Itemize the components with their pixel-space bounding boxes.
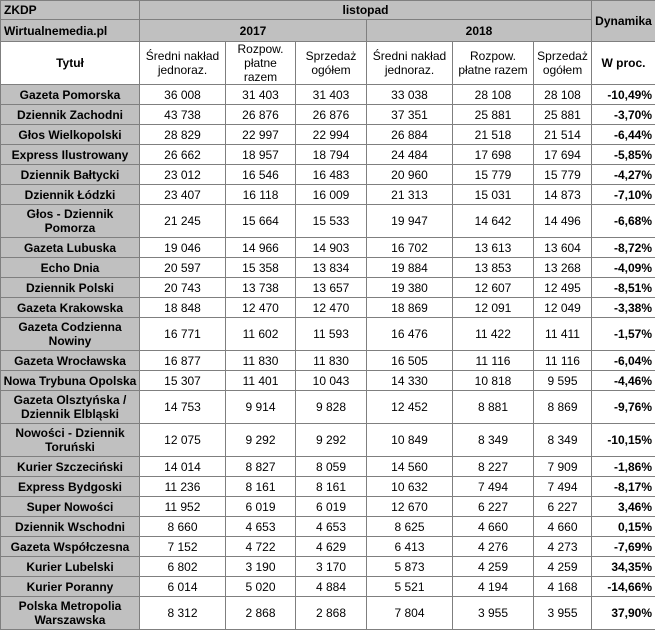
sales-2018-cell: 13 604	[534, 238, 592, 258]
row-title: Express Bydgoski	[1, 477, 140, 497]
sales-2017-cell: 16 009	[296, 185, 367, 205]
sales-2017-cell: 3 170	[296, 557, 367, 577]
year-2017-header: 2017	[140, 20, 367, 42]
sales-2017-cell: 6 019	[296, 497, 367, 517]
sales-2018-cell: 4 273	[534, 537, 592, 557]
paid-2017-header: Rozpow. płatne razem	[226, 42, 296, 85]
table-body	[1, 85, 655, 630]
avg-print-2017-cell: 16 877	[140, 351, 226, 371]
avg-print-2017-cell: 28 829	[140, 125, 226, 145]
pct-change-cell: -1,86%	[592, 457, 655, 477]
avg-print-2018-cell: 10 632	[367, 477, 453, 497]
sales-2018-cell: 25 881	[534, 105, 592, 125]
sales-2018-cell: 14 873	[534, 185, 592, 205]
avg-print-2018-cell: 19 947	[367, 205, 453, 238]
avg-print-2018-cell: 14 560	[367, 457, 453, 477]
avg-print-2018-cell: 16 476	[367, 318, 453, 351]
paid-2018-cell: 8 349	[453, 424, 534, 457]
pct-change-cell: -1,57%	[592, 318, 655, 351]
row-title: Kurier Poranny	[1, 577, 140, 597]
avg-print-2017-cell: 11 952	[140, 497, 226, 517]
paid-2017-cell: 16 546	[226, 165, 296, 185]
sales-2017-cell: 11 593	[296, 318, 367, 351]
sales-2018-header: Sprzedaż ogółem	[534, 42, 592, 85]
sales-2018-cell: 9 595	[534, 371, 592, 391]
avg-print-2018-cell: 14 330	[367, 371, 453, 391]
sales-2018-cell: 11 411	[534, 318, 592, 351]
avg-print-2017-cell: 26 662	[140, 145, 226, 165]
paid-2017-cell: 2 868	[226, 597, 296, 630]
row-title: Kurier Lubelski	[1, 557, 140, 577]
sales-2018-cell: 14 496	[534, 205, 592, 238]
paid-2017-cell: 3 190	[226, 557, 296, 577]
table-row	[1, 125, 655, 145]
sales-2017-cell: 8 161	[296, 477, 367, 497]
paid-2017-cell: 4 653	[226, 517, 296, 537]
paid-2017-cell: 15 664	[226, 205, 296, 238]
paid-2018-cell: 4 194	[453, 577, 534, 597]
sales-2017-cell: 13 657	[296, 278, 367, 298]
paid-2017-cell: 11 602	[226, 318, 296, 351]
paid-2017-cell: 11 401	[226, 371, 296, 391]
paid-2018-cell: 4 660	[453, 517, 534, 537]
paid-2018-cell: 15 779	[453, 165, 534, 185]
table-row	[1, 318, 655, 351]
avg-print-2018-cell: 33 038	[367, 85, 453, 105]
avg-print-2017-cell: 7 152	[140, 537, 226, 557]
row-title: Echo Dnia	[1, 258, 140, 278]
table-row	[1, 557, 655, 577]
avg-print-2017-header: Średni nakład jednoraz.	[140, 42, 226, 85]
sales-2018-cell: 8 349	[534, 424, 592, 457]
avg-print-2017-cell: 36 008	[140, 85, 226, 105]
sales-2018-cell: 7 494	[534, 477, 592, 497]
paid-2018-cell: 12 607	[453, 278, 534, 298]
sales-2017-cell: 4 629	[296, 537, 367, 557]
row-title: Gazeta Lubuska	[1, 238, 140, 258]
row-title: Gazeta Współczesna	[1, 537, 140, 557]
avg-print-2018-cell: 26 884	[367, 125, 453, 145]
paid-2018-cell: 11 422	[453, 318, 534, 351]
pct-change-cell: 34,35%	[592, 557, 655, 577]
sales-2018-cell: 4 168	[534, 577, 592, 597]
paid-2018-cell: 6 227	[453, 497, 534, 517]
sales-2017-cell: 14 903	[296, 238, 367, 258]
pct-change-cell: -10,15%	[592, 424, 655, 457]
avg-print-2017-cell: 8 312	[140, 597, 226, 630]
sales-2017-cell: 13 834	[296, 258, 367, 278]
pct-change-cell: -5,85%	[592, 145, 655, 165]
paid-2018-cell: 13 613	[453, 238, 534, 258]
row-title: Super Nowości	[1, 497, 140, 517]
sales-2017-cell: 12 470	[296, 298, 367, 318]
avg-print-2017-cell: 23 407	[140, 185, 226, 205]
paid-2018-header: Rozpow. płatne razem	[453, 42, 534, 85]
table-row	[1, 205, 655, 238]
table-row	[1, 371, 655, 391]
avg-print-2018-cell: 19 380	[367, 278, 453, 298]
dynamics-header: Dynamika	[592, 1, 655, 42]
sales-2017-header: Sprzedaż ogółem	[296, 42, 367, 85]
table-row	[1, 537, 655, 557]
avg-print-2017-cell: 14 014	[140, 457, 226, 477]
paid-2017-cell: 4 722	[226, 537, 296, 557]
paid-2018-cell: 28 108	[453, 85, 534, 105]
pct-change-cell: 3,46%	[592, 497, 655, 517]
table-row	[1, 351, 655, 371]
sales-2017-cell: 10 043	[296, 371, 367, 391]
site-label: Wirtualnemedia.pl	[1, 20, 140, 42]
avg-print-2017-cell: 20 743	[140, 278, 226, 298]
sales-2018-cell: 4 259	[534, 557, 592, 577]
sales-2018-cell: 11 116	[534, 351, 592, 371]
avg-print-2017-cell: 6 802	[140, 557, 226, 577]
row-title: Nowa Trybuna Opolska	[1, 371, 140, 391]
avg-print-2018-cell: 8 625	[367, 517, 453, 537]
paid-2018-cell: 21 518	[453, 125, 534, 145]
table-row	[1, 517, 655, 537]
row-title: Dziennik Wschodni	[1, 517, 140, 537]
row-title: Express Ilustrowany	[1, 145, 140, 165]
avg-print-2018-cell: 5 873	[367, 557, 453, 577]
paid-2017-cell: 6 019	[226, 497, 296, 517]
avg-print-2017-cell: 18 848	[140, 298, 226, 318]
sales-2017-cell: 9 292	[296, 424, 367, 457]
avg-print-2018-cell: 12 670	[367, 497, 453, 517]
row-title: Dziennik Zachodni	[1, 105, 140, 125]
sales-2018-cell: 8 869	[534, 391, 592, 424]
table-row	[1, 258, 655, 278]
row-title: Gazeta Wrocławska	[1, 351, 140, 371]
table-row	[1, 457, 655, 477]
table-row	[1, 105, 655, 125]
paid-2018-cell: 14 642	[453, 205, 534, 238]
sales-2018-cell: 28 108	[534, 85, 592, 105]
paid-2017-cell: 13 738	[226, 278, 296, 298]
pct-change-cell: -4,09%	[592, 258, 655, 278]
row-title: Gazeta Krakowska	[1, 298, 140, 318]
sales-2018-cell: 12 495	[534, 278, 592, 298]
paid-2017-cell: 22 997	[226, 125, 296, 145]
paid-2017-cell: 11 830	[226, 351, 296, 371]
pct-change-cell: -8,17%	[592, 477, 655, 497]
sales-2017-cell: 16 483	[296, 165, 367, 185]
paid-2018-cell: 8 227	[453, 457, 534, 477]
sales-2017-cell: 9 828	[296, 391, 367, 424]
paid-2017-cell: 8 161	[226, 477, 296, 497]
paid-2017-cell: 8 827	[226, 457, 296, 477]
pct-change-cell: 0,15%	[592, 517, 655, 537]
pct-change-cell: -10,49%	[592, 85, 655, 105]
sales-2018-cell: 13 268	[534, 258, 592, 278]
pct-change-cell: -8,72%	[592, 238, 655, 258]
pct-change-cell: 37,90%	[592, 597, 655, 630]
row-title: Nowości - Dziennik Toruński	[1, 424, 140, 457]
paid-2018-cell: 4 259	[453, 557, 534, 577]
sales-2018-cell: 4 660	[534, 517, 592, 537]
sales-2017-cell: 4 653	[296, 517, 367, 537]
table-row	[1, 185, 655, 205]
table-row	[1, 165, 655, 185]
paid-2018-cell: 4 276	[453, 537, 534, 557]
paid-2017-cell: 12 470	[226, 298, 296, 318]
sales-2018-cell: 12 049	[534, 298, 592, 318]
avg-print-2017-cell: 12 075	[140, 424, 226, 457]
paid-2018-cell: 7 494	[453, 477, 534, 497]
sales-2018-cell: 21 514	[534, 125, 592, 145]
avg-print-2017-cell: 21 245	[140, 205, 226, 238]
title-column-header: Tytuł	[1, 42, 140, 85]
table-row	[1, 391, 655, 424]
avg-print-2018-cell: 16 702	[367, 238, 453, 258]
sales-2018-cell: 15 779	[534, 165, 592, 185]
paid-2017-cell: 31 403	[226, 85, 296, 105]
pct-change-cell: -3,70%	[592, 105, 655, 125]
avg-print-2017-cell: 16 771	[140, 318, 226, 351]
paid-2017-cell: 5 020	[226, 577, 296, 597]
row-title: Polska Metropolia Warszawska	[1, 597, 140, 630]
paid-2018-cell: 15 031	[453, 185, 534, 205]
sales-2017-cell: 11 830	[296, 351, 367, 371]
paid-2018-cell: 11 116	[453, 351, 534, 371]
sales-2017-cell: 26 876	[296, 105, 367, 125]
table-row	[1, 477, 655, 497]
sales-2017-cell: 31 403	[296, 85, 367, 105]
avg-print-2018-header: Średni nakład jednoraz.	[367, 42, 453, 85]
sales-2017-cell: 18 794	[296, 145, 367, 165]
paid-2017-cell: 9 914	[226, 391, 296, 424]
avg-print-2017-cell: 15 307	[140, 371, 226, 391]
paid-2017-cell: 18 957	[226, 145, 296, 165]
table-row	[1, 497, 655, 517]
avg-print-2018-cell: 21 313	[367, 185, 453, 205]
month-header: listopad	[140, 1, 592, 20]
paid-2017-cell: 14 966	[226, 238, 296, 258]
pct-change-cell: -6,68%	[592, 205, 655, 238]
sales-2017-cell: 2 868	[296, 597, 367, 630]
table-row	[1, 85, 655, 105]
avg-print-2017-cell: 43 738	[140, 105, 226, 125]
pct-change-cell: -6,44%	[592, 125, 655, 145]
paid-2018-cell: 12 091	[453, 298, 534, 318]
paid-2017-cell: 15 358	[226, 258, 296, 278]
pct-change-cell: -4,27%	[592, 165, 655, 185]
paid-2017-cell: 26 876	[226, 105, 296, 125]
paid-2018-cell: 25 881	[453, 105, 534, 125]
table-row	[1, 424, 655, 457]
avg-print-2018-cell: 5 521	[367, 577, 453, 597]
table-row	[1, 298, 655, 318]
avg-print-2018-cell: 37 351	[367, 105, 453, 125]
sales-2018-cell: 6 227	[534, 497, 592, 517]
avg-print-2018-cell: 12 452	[367, 391, 453, 424]
sales-2018-cell: 17 694	[534, 145, 592, 165]
row-title: Głos - Dziennik Pomorza	[1, 205, 140, 238]
avg-print-2017-cell: 23 012	[140, 165, 226, 185]
paid-2018-cell: 13 853	[453, 258, 534, 278]
table-row	[1, 145, 655, 165]
avg-print-2018-cell: 6 413	[367, 537, 453, 557]
sales-2017-cell: 22 994	[296, 125, 367, 145]
paid-2018-cell: 8 881	[453, 391, 534, 424]
row-title: Gazeta Codzienna Nowiny	[1, 318, 140, 351]
source-label: ZKDP	[1, 1, 140, 20]
pct-change-cell: -8,51%	[592, 278, 655, 298]
sales-2017-cell: 8 059	[296, 457, 367, 477]
avg-print-2018-cell: 16 505	[367, 351, 453, 371]
table-row	[1, 238, 655, 258]
paid-2017-cell: 16 118	[226, 185, 296, 205]
avg-print-2018-cell: 24 484	[367, 145, 453, 165]
row-title: Gazeta Pomorska	[1, 85, 140, 105]
pct-change-cell: -9,76%	[592, 391, 655, 424]
row-title: Dziennik Bałtycki	[1, 165, 140, 185]
row-title: Gazeta Olsztyńska / Dziennik Elbląski	[1, 391, 140, 424]
paid-2018-cell: 3 955	[453, 597, 534, 630]
row-title: Dziennik Łódzki	[1, 185, 140, 205]
avg-print-2017-cell: 14 753	[140, 391, 226, 424]
avg-print-2017-cell: 8 660	[140, 517, 226, 537]
row-title: Kurier Szczeciński	[1, 457, 140, 477]
table-row	[1, 278, 655, 298]
year-2018-header: 2018	[367, 20, 592, 42]
avg-print-2018-cell: 10 849	[367, 424, 453, 457]
avg-print-2017-cell: 20 597	[140, 258, 226, 278]
pct-change-cell: -3,38%	[592, 298, 655, 318]
sales-2017-cell: 15 533	[296, 205, 367, 238]
paid-2018-cell: 10 818	[453, 371, 534, 391]
avg-print-2018-cell: 20 960	[367, 165, 453, 185]
avg-print-2018-cell: 18 869	[367, 298, 453, 318]
avg-print-2017-cell: 19 046	[140, 238, 226, 258]
avg-print-2018-cell: 7 804	[367, 597, 453, 630]
pct-column-header: W proc.	[592, 42, 655, 85]
pct-change-cell: -4,46%	[592, 371, 655, 391]
pct-change-cell: -7,69%	[592, 537, 655, 557]
paid-2018-cell: 17 698	[453, 145, 534, 165]
pct-change-cell: -14,66%	[592, 577, 655, 597]
sales-2017-cell: 4 884	[296, 577, 367, 597]
avg-print-2018-cell: 19 884	[367, 258, 453, 278]
avg-print-2017-cell: 11 236	[140, 477, 226, 497]
row-title: Głos Wielkopolski	[1, 125, 140, 145]
table-row	[1, 577, 655, 597]
sales-2018-cell: 7 909	[534, 457, 592, 477]
paid-2017-cell: 9 292	[226, 424, 296, 457]
sales-2018-cell: 3 955	[534, 597, 592, 630]
row-title: Dziennik Polski	[1, 278, 140, 298]
avg-print-2017-cell: 6 014	[140, 577, 226, 597]
pct-change-cell: -7,10%	[592, 185, 655, 205]
pct-change-cell: -6,04%	[592, 351, 655, 371]
